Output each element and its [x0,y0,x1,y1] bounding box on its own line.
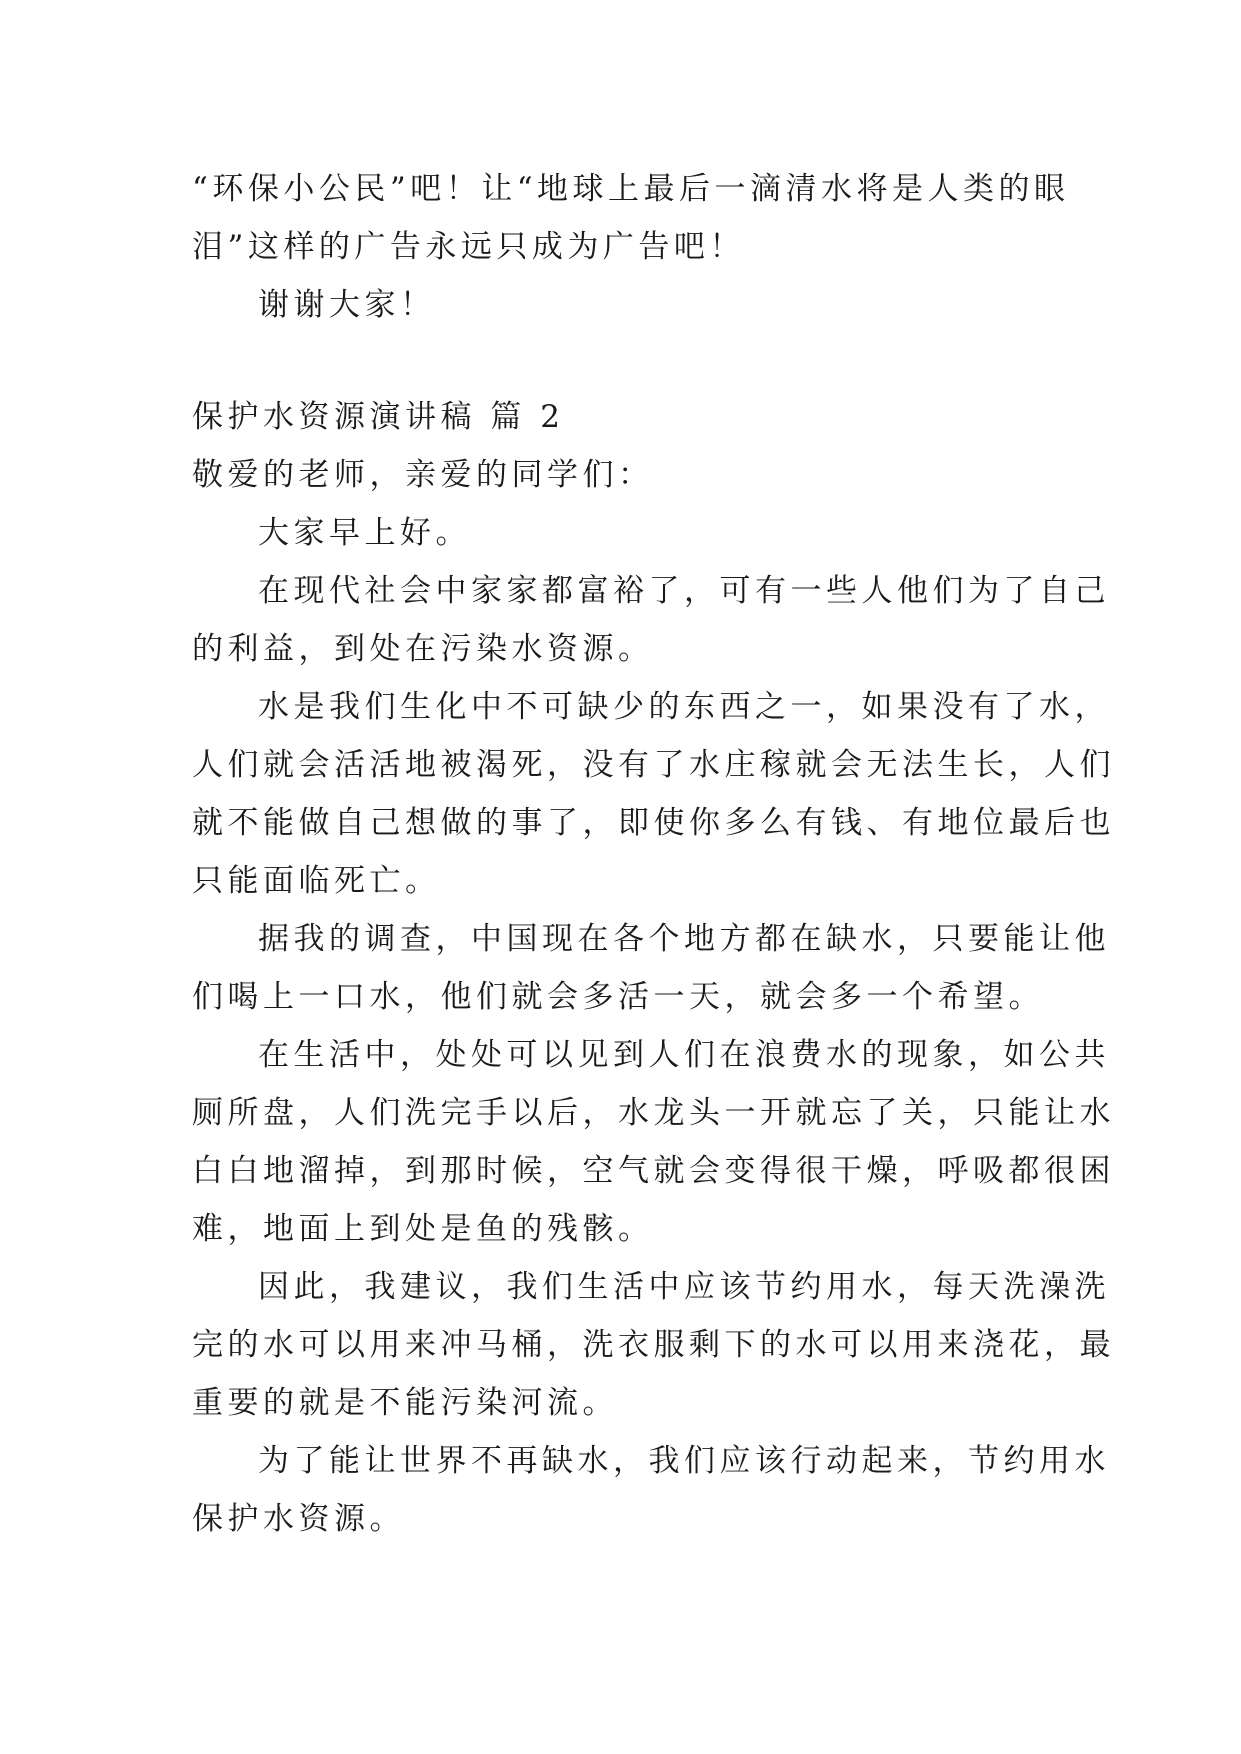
text-line: 厕所盘，人们洗完手以后，水龙头一开就忘了关，只能让水 [192,1095,1115,1131]
text-line: 据我的调查，中国现在各个地方都在缺水，只要能让他 [258,921,1110,957]
section-title: 保护水资源演讲稿 篇 2 [192,399,565,435]
paragraph [192,678,1115,910]
text-line: 们喝上一口水，他们就会多活一天，就会多一个希望。 [192,979,1044,1015]
paragraph [192,1026,1115,1258]
text-line: 因此，我建议，我们生活中应该节约用水，每天洗澡洗 [258,1269,1110,1305]
text-line: 为了能让世界不再缺水，我们应该行动起来，节约用水 [258,1443,1110,1479]
text-line: 只能面临死亡。 [192,863,441,899]
text-line: 在生活中，处处可以见到人们在浪费水的现象，如公共 [258,1037,1110,1073]
text-line: 难，地面上到处是鱼的残骸。 [192,1211,654,1247]
text-line: 就不能做自己想做的事了，即使你多么有钱、有地位最后也 [192,805,1115,841]
text-line: 完的水可以用来冲马桶，洗衣服剩下的水可以用来浇花，最 [192,1327,1115,1363]
paragraph [192,910,1110,1026]
text-line: 泪”这样的广告永远只成为广告吧！ [192,229,745,265]
text-line: “环保小公民”吧！让“地球上最后一滴清水将是人类的眼 [192,171,1070,207]
closing-line: 谢谢大家！ [258,287,436,323]
text-line: 保护水资源。 [192,1501,405,1537]
text-line: 人们就会活活地被渴死，没有了水庄稼就会无法生长，人们 [192,747,1115,783]
paragraph [192,1258,1115,1432]
document-body [192,160,1115,1548]
text-line: 的利益，到处在污染水资源。 [192,631,654,667]
text-line: 白白地溜掉，到那时候，空气就会变得很干燥，呼吸都很困 [192,1153,1115,1189]
text-line: 水是我们生化中不可缺少的东西之一，如果没有了水， [258,689,1110,725]
paragraph [192,562,1110,678]
text-line: 在现代社会中家家都富裕了，可有一些人他们为了自己 [258,573,1110,609]
text-line: 重要的就是不能污染河流。 [192,1385,618,1421]
paragraph [192,1432,1110,1548]
salutation: 敬爱的老师，亲爱的同学们： [192,457,654,493]
greeting: 大家早上好。 [258,515,471,551]
